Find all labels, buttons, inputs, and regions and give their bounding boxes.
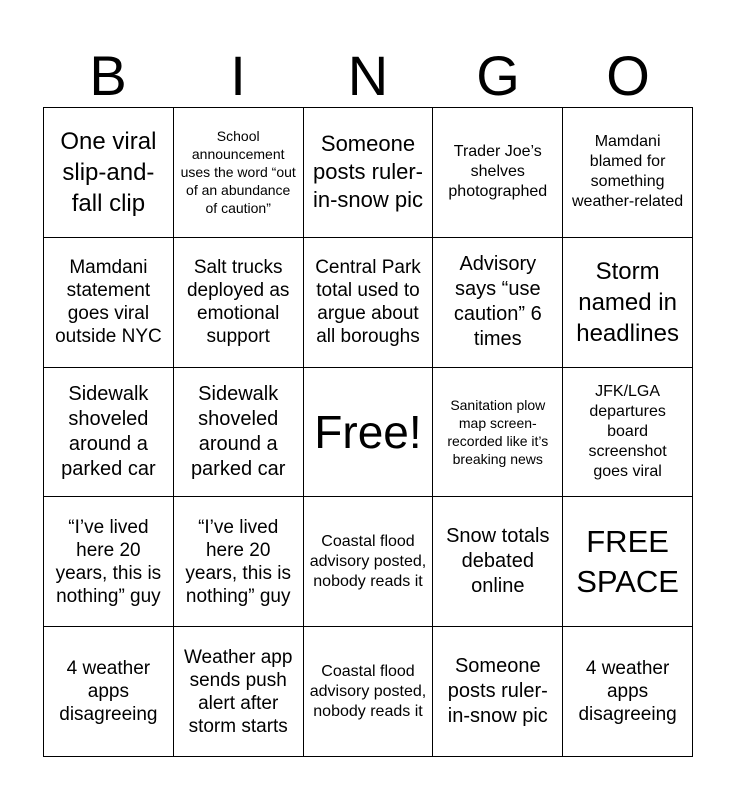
cell-text: Mamdani statement goes viral outside NYC [55,257,162,348]
cell-text: JFK/LGA departures board screenshot goes viral [588,382,667,480]
bingo-cell[interactable] [433,497,563,627]
cell-text: Someone posts ruler-in-snow pic [312,131,424,213]
header-letter-g: G [476,44,520,107]
cell-text: Snow totals debated online [446,525,550,598]
bingo-cell[interactable] [44,497,174,627]
bingo-cell[interactable] [174,108,304,238]
cell-text: 4 weather apps disagreeing [578,658,677,726]
cell-text: One viral slip-and-fall clip [60,127,157,217]
bingo-cell[interactable] [563,627,693,757]
bingo-cell[interactable] [433,108,563,238]
bingo-cell[interactable] [563,238,693,368]
bingo-grid [43,107,693,757]
bingo-cell[interactable] [304,238,434,368]
cell-text: FREE SPACE [576,523,679,599]
cell-text: Sidewalk shoveled around a parked car [61,382,156,480]
cell-text: Salt trucks deployed as emotional support [186,257,290,348]
bingo-cell[interactable] [563,368,693,498]
cell-text: Coastal flood advisory posted, nobody reads it [309,662,427,720]
bingo-cell[interactable] [174,497,304,627]
cell-text: “I’ve lived here 20 years, this is nothing” guy [185,516,291,607]
cell-text: Sidewalk shoveled around a parked car [190,382,286,480]
cell-text: School announcement uses the word “out of an abundance of caution” [180,128,296,217]
cell-text: Weather app sends push alert after storm starts [183,646,293,737]
bingo-cell[interactable] [44,238,174,368]
bingo-cell[interactable] [174,368,304,498]
bingo-cell[interactable] [563,108,693,238]
cell-text: Mamdani blamed for something weather-related [572,133,684,211]
cell-text: Coastal flood advisory posted, nobody reads it [309,532,427,590]
cell-text: “I’ve lived here 20 years, this is nothing” guy [55,516,162,607]
cell-text: Someone posts ruler-in-snow pic [447,655,548,728]
cell-text: 4 weather apps disagreeing [59,658,158,726]
bingo-cell[interactable] [433,238,563,368]
bingo-cell[interactable] [304,627,434,757]
header-letter-i: I [230,44,246,107]
bingo-header [43,44,693,108]
cell-text: Central Park total used to argue about all boroughs [315,257,421,348]
bingo-cell[interactable] [304,368,434,498]
bingo-cell[interactable] [44,627,174,757]
cell-text: Free! [314,405,422,458]
bingo-cell[interactable] [433,627,563,757]
header-letter-o: O [606,44,650,107]
bingo-cell[interactable] [304,497,434,627]
bingo-cell[interactable] [44,368,174,498]
cell-text: Advisory says “use caution” 6 times [453,253,542,351]
bingo-cell[interactable] [174,238,304,368]
header-letter-n: N [347,44,389,107]
cell-text: Sanitation plow map screen-recorded like it’s breaking news [447,396,549,467]
bingo-cell[interactable] [304,108,434,238]
cell-text: Storm named in headlines [576,257,679,347]
cell-text: Trader Joe’s shelves photographed [448,143,548,201]
header-letter-b: B [89,44,127,107]
bingo-cell[interactable] [174,627,304,757]
bingo-cell[interactable] [433,368,563,498]
bingo-cell[interactable] [44,108,174,238]
bingo-cell[interactable] [563,497,693,627]
